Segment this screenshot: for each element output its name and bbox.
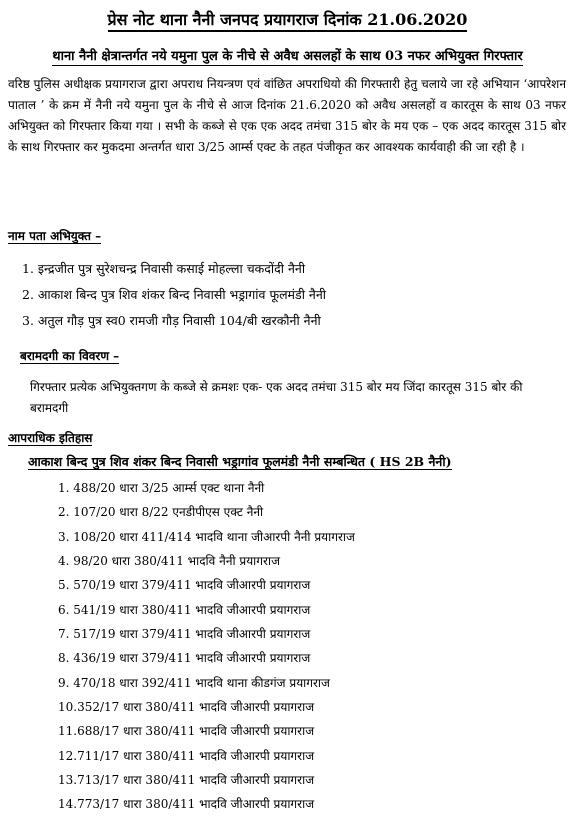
case-item: 12.711/17 धारा 380/411 भादवि जीआरपी प्रयागराज — [58, 748, 315, 763]
recovery-heading — [20, 347, 119, 364]
history-heading — [8, 429, 92, 446]
case-item: 14.773/17 धारा 380/411 भादवि जीआरपी प्रयागराज — [58, 797, 315, 812]
case-item: 5. 570/19 धारा 379/411 भादवि जीआरपी प्रयागराज — [58, 578, 311, 593]
case-list — [58, 476, 355, 817]
accused-item: 3. अतुल गौड़ पुत्र स्व0 रामजी गौड़ निवासी 104/बी खरकौनी नैनी — [22, 313, 321, 328]
case-item: 11.688/17 धारा 380/411 भादवि जीआरपी प्रयागराज — [58, 724, 315, 739]
document-title-text: प्रेस नोट थाना नैनी जनपद प्रयागराज दिनांक 21.06.2020 — [108, 10, 468, 32]
document-subtitle — [0, 46, 575, 64]
case-item: 6. 541/19 धारा 380/411 भादवि जीआरपी प्रयागराज — [58, 602, 311, 617]
accused-heading-text: नाम पता अभियुक्त – — [8, 229, 102, 243]
history-person-text: आकाश बिन्द पुत्र शिव शंकर बिन्द निवासी भड्रागांव फूलमंडी नैनी सम्बन्धित ( HS 2B नैनी) — [28, 454, 452, 469]
history-heading-text: आपराधिक इतिहास — [8, 431, 93, 445]
history-person-heading — [28, 453, 452, 470]
case-item: 2. 107/20 धारा 8/22 एनडीपीएस एक्ट नैनी — [58, 505, 264, 520]
case-item: 3. 108/20 धारा 411/414 भादवि थाना जीआरपी नैनी प्रयागराज — [58, 529, 355, 544]
case-item: 9. 470/18 धारा 392/411 भादवि थाना कीडगंज प्रयागराज — [58, 675, 330, 690]
case-item: 13.713/17 धारा 380/411 भादवि जीआरपी प्रयागराज — [58, 773, 315, 788]
case-item: 10.352/17 धारा 380/411 भादवि जीआरपी प्रयागराज — [58, 700, 315, 715]
case-item: 4. 98/20 धारा 380/411 भादवि नैनी प्रयागराज — [58, 554, 280, 569]
accused-heading — [8, 227, 101, 244]
recovery-heading-text: बरामदगी का विवरण – — [20, 349, 120, 363]
case-item: 7. 517/19 धारा 379/411 भादवि जीआरपी प्रयागराज — [58, 627, 311, 642]
accused-item: 1. इन्द्रजीत पुत्र सुरेशचन्द्र निवासी कसाई मोहल्ला चकदोंदी नैनी — [22, 261, 306, 276]
case-item: 8. 436/19 धारा 379/411 भादवि जीआरपी प्रयागराज — [58, 651, 311, 666]
case-item: 1. 488/20 धारा 3/25 आर्म्स एक्ट थाना नैनी — [58, 481, 265, 495]
document-subtitle-text: थाना नैनी क्षेत्रान्तर्गत नये यमुना पुल के नीचे से अवैध असलहों के साथ 03 नफर अभियुक्त गिरफ्तार — [52, 49, 523, 64]
document-title — [0, 8, 575, 30]
accused-item: 2. आकाश बिन्द पुत्र शिव शंकर बिन्द निवासी भड्रागांव फूलमंडी नैनी — [22, 287, 327, 302]
accused-list — [22, 256, 326, 334]
recovery-text: गिरफ्तार प्रत्येक अभियुक्तगण के कब्जे से क्रमशः एक- एक अदद तमंचा 315 बोर मय जिंदा कारतूस 315 बोर की बरामदगी — [30, 380, 523, 415]
body-paragraph: वरिष्ठ पुलिस अधीक्षक प्रयागराज द्वारा अपराध नियन्त्रण एवं वांछित अपराधियो की गिरफ्तारी हेतु चलाये जा रहे अभियान ‘आपरेशन पाताल ’ के क्रम में नैनी नये यमुना पुल के नीचे से आज दिनांक 21.6.2020 को अवैध असलहों व कारतूस के साथ 03 नफर अभियुक्त को गिरफ्तार किया गया । सभी के कब्जे से एक एक अदद तमंचा 315 बोर के मय एक – एक अदद कारतूस 315 बोर के साथ गिरफ्तार कर मुकदमा अन्तर्गत धारा 3/25 आर्म्स एक्ट के तहत पंजीकृत कर आवश्यक कार्यवाही की जा रही है । — [8, 77, 566, 154]
